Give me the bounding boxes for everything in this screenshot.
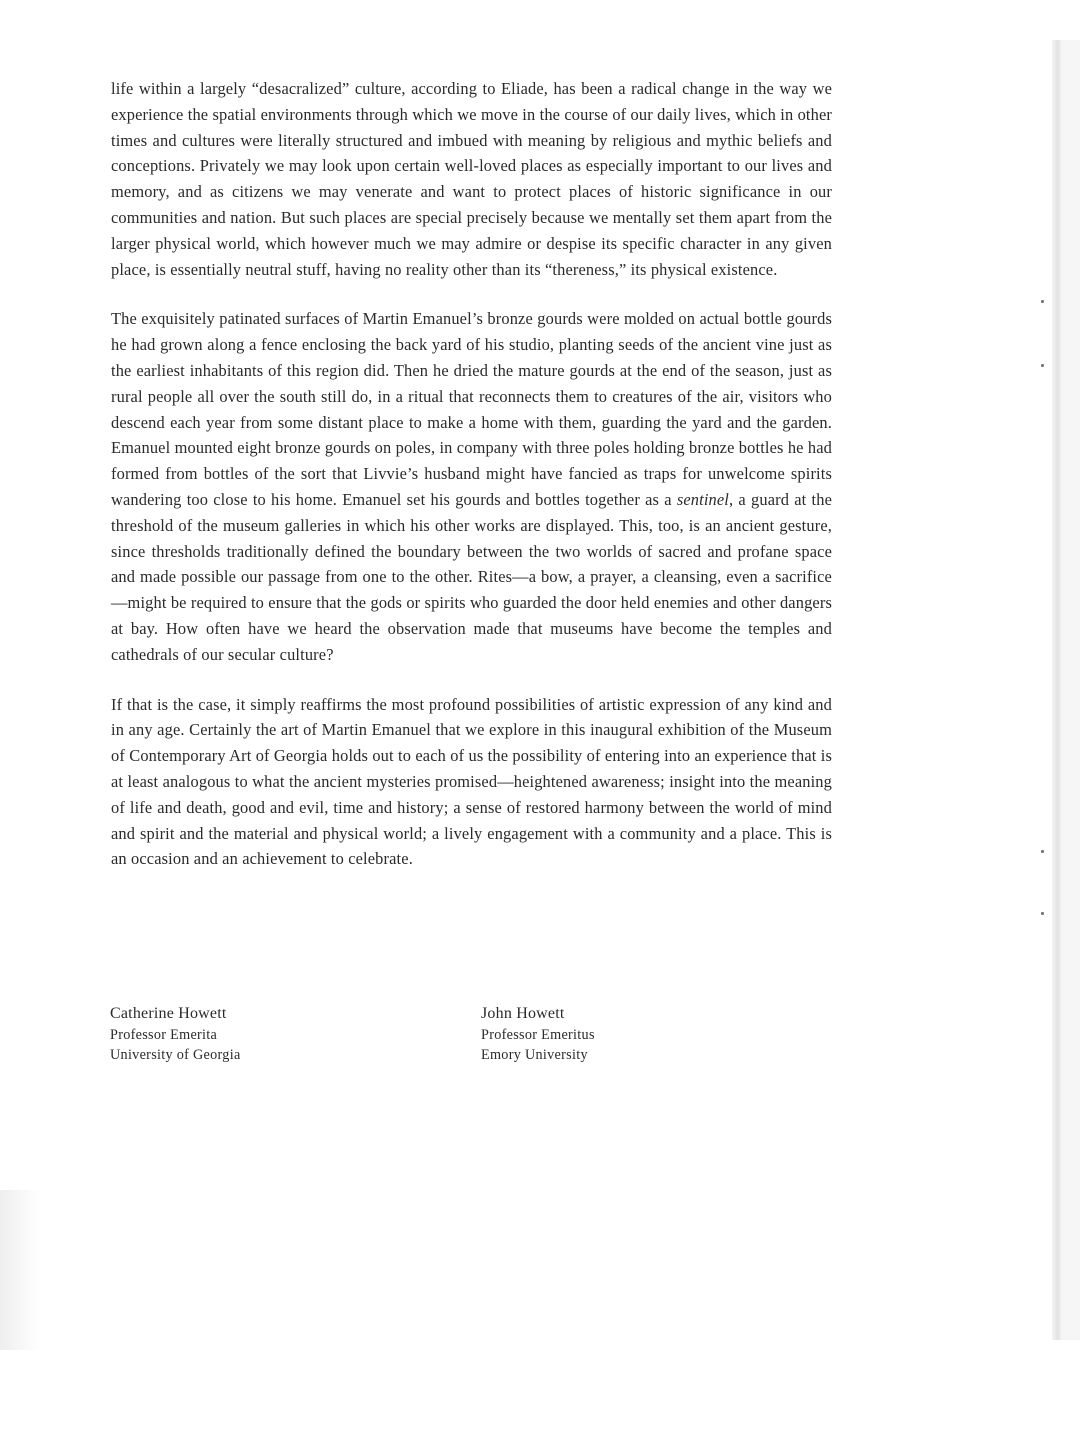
signature-block xyxy=(110,1003,832,1083)
paragraph-2-italic-term: sentinel xyxy=(676,489,730,509)
scan-edge-shadow xyxy=(1062,40,1080,1340)
scan-speck xyxy=(1041,364,1044,367)
paragraph-1 xyxy=(111,76,832,282)
paragraph-3 xyxy=(111,692,832,873)
signature-left xyxy=(110,1003,241,1065)
scan-edge xyxy=(1052,40,1062,1340)
signature-right xyxy=(481,1003,595,1065)
paragraph-2 xyxy=(111,306,832,667)
paragraph-2-text-end: , a guard at the threshold of the museum galleries in which his other works are displayed. This, too, is an ancient gesture, since thresholds traditionally defined the boundary between the two worlds of sacred and profane space and made possible our passage from one to the other. Rites—a bow, a prayer, a cleansing, even a sacrifice—might be required to ensure that the gods or spirits who guarded the door held enemies and other dangers at bay. How often have we heard the observation made that museums have become the temples and cathedrals of our secular culture? xyxy=(111,489,832,664)
scan-left-shadow xyxy=(0,1190,40,1350)
signature-name: Catherine Howett xyxy=(110,1005,227,1022)
scan-speck xyxy=(1041,912,1044,915)
paragraph-3-text: If that is the case, it simply reaffirms the most profound possibilities of artistic expression of any kind and in any age. Certainly the art of Martin Emanuel that we explore in this inaugural exhibition of the Museum of Contemporary Art of Georgia holds out to each of us the possibility of entering into an experience that is at least analogous to what the ancient mysteries promised—heightened awareness; insight into the meaning of life and death, good and evil, time and history; a sense of restored harmony between the world of mind and spirit and the material and physical world; a lively engagement with a community and a place. This is an occasion and an achievement to celebrate. xyxy=(111,694,832,869)
paragraph-2-text-start: The exquisitely patinated surfaces of Martin Emanuel’s bronze gourds were molded on actual bottle gourds he had grown along a fence enclosing the back yard of his studio, planting seeds of the ancient vine just as the earliest inhabitants of this region did. Then he dried the mature gourds at the end of the season, just as rural people all over the south still do, in a ritual that reconnects them to creatures of the air, visitors who descend each year from some distant place to make a home with them, guarding the yard and the garden. Emanuel mounted eight bronze gourds on poles, in company with three poles holding bronze bottles he had formed from bottles of the sort that Livvie’s husband might have fancied as traps for unwelcome spirits wandering too close to his home. Emanuel set his gourds and bottles together as a xyxy=(111,309,832,509)
signature-name: John Howett xyxy=(481,1005,565,1022)
signature-institution: University of Georgia xyxy=(110,1047,241,1063)
signature-title: Professor Emeritus xyxy=(481,1027,595,1043)
signature-institution: Emory University xyxy=(481,1047,588,1063)
scan-speck xyxy=(1041,850,1044,853)
scan-speck xyxy=(1041,300,1044,303)
signature-title: Professor Emerita xyxy=(110,1027,218,1043)
paragraph-1-text: life within a largely “desacralized” culture, according to Eliade, has been a radical change in the way we experience the spatial environments through which we move in the course of our daily lives, which in other times and cultures were literally structured and imbued with meaning by religious and mythic beliefs and conceptions. Privately we may look upon certain well-loved places as especially important to our lives and memory, and as citizens we may venerate and want to protect places of historic significance in our communities and nation. But such places are special precisely because we mentally set them apart from the larger physical world, which however much we may admire or despise its specific character in any given place, is essentially neutral stuff, having no reality other than its “thereness,” its physical existence. xyxy=(111,79,832,279)
body-text xyxy=(111,76,832,896)
